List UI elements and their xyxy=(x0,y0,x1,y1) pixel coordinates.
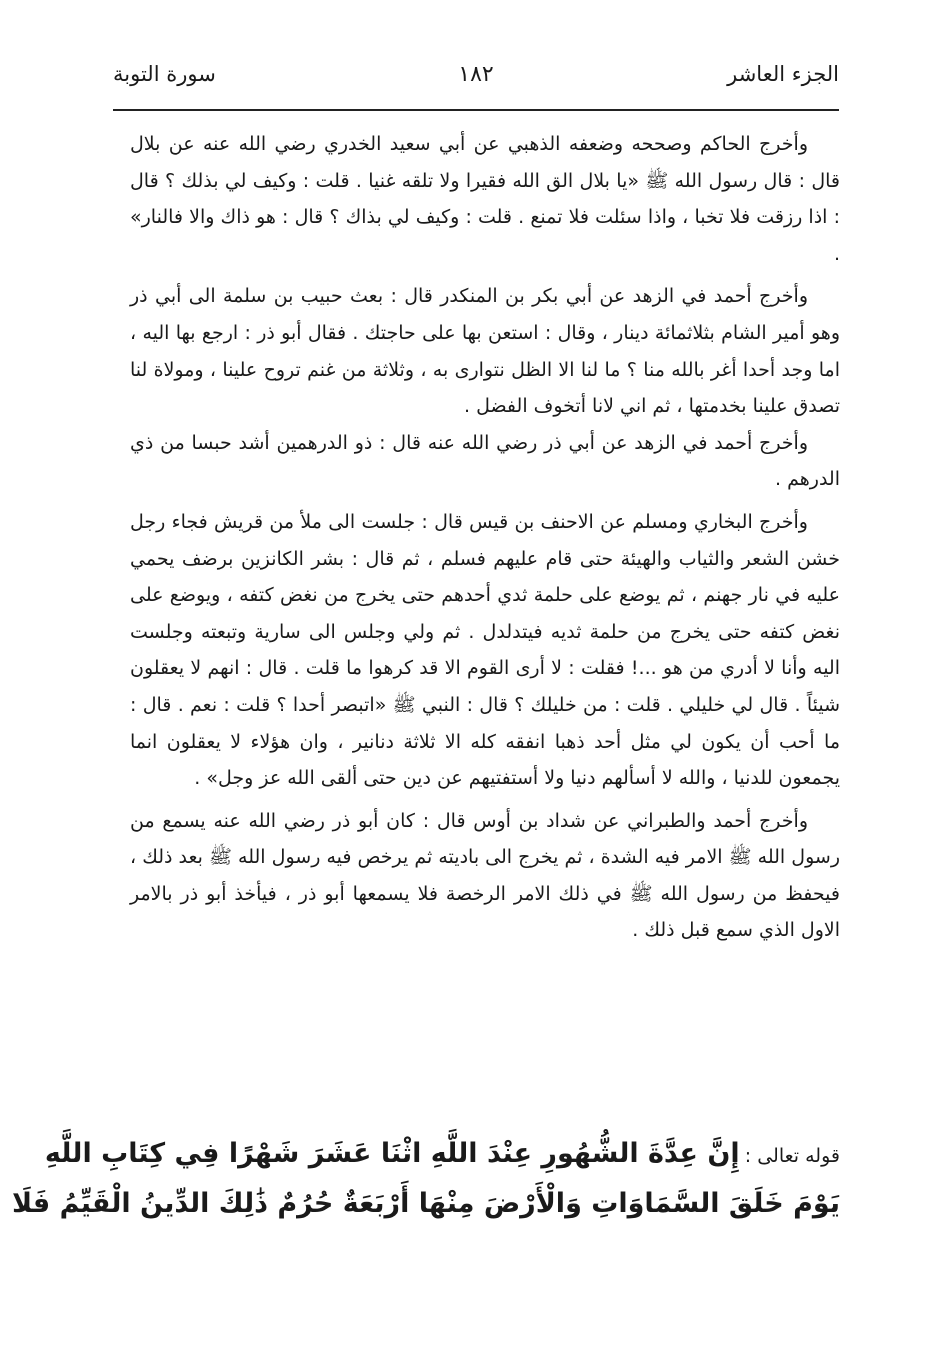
paragraph-ahmad-munkadir: وأخرج أحمد في الزهد عن أبي بكر بن المنكدر قال : بعث حبيب بن سلمة الى أبي ذر وهو أمير الشام بثلاثمائة دينار ، وقال : استعن بها على حاجتك . فقال أبو ذر : ارجع بها اليه ، اما وجد أحدا أغر بالله منا ؟ ما لنا الا الظل نتوارى به ، وثلاثة من غنم تروح علينا ، ومولاة لنا تصدق علينا بخدمتها ، ثم اني لانا أتخوف الفضل . xyxy=(130,285,840,418)
paragraph-ahmad-tabarani: وأخرج أحمد والطبراني عن شداد بن أوس قال : كان أبو ذر رضي الله عنه يسمع من رسول الله ﷺ الامر فيه الشدة ، ثم يخرج الى باديته ثم يرخص فيه رسول الله ﷺ بعد ذلك ، فيحفظ من رسول الله ﷺ في ذلك الامر الرخصة فلا يسمعها أبو ذر ، فيأخذ أبو ذر بالامر الاول الذي سمع قبل ذلك . xyxy=(130,809,840,942)
part-title: الجزء العاشر xyxy=(727,62,839,86)
header-rule xyxy=(113,109,839,111)
verse-text-1: إِنَّ عِدَّةَ الشُّهُورِ عِنْدَ اللَّهِ اثْنَا عَشَرَ شَهْرًا فِي كِتَابِ اللَّهِ xyxy=(44,1138,740,1169)
verse-text-2: يَوْمَ خَلَقَ السَّمَاوَاتِ وَالْأَرْضَ مِنْهَا أَرْبَعَةٌ حُرُمٌ ذَٰلِكَ الدِّينُ الْقَيِّمُ فَلَا xyxy=(11,1188,840,1219)
verse-intro: قوله تعالى : xyxy=(744,1145,840,1167)
page-number: ١٨٢ xyxy=(458,62,494,87)
paragraph-ahmad-abu-dhar: وأخرج أحمد في الزهد عن أبي ذر رضي الله عنه قال : ذو الدرهمين أشد حبسا من ذي الدرهم . xyxy=(130,431,840,491)
body-text xyxy=(130,126,840,949)
paragraph-hakim: وأخرج الحاكم وصححه وضعفه الذهبي عن أبي سعيد الخدري رضي الله عنه عن بلال قال : قال رسول الله ﷺ «يا بلال الق الله فقيرا ولا تلقه غنيا . قلت : وكيف لي بذلك ؟ قال : اذا رزقت فلا تخبا ، واذا سئلت فلا تمنع . قلت : وكيف لي بذاك ؟ قال : هو ذاك والا فالنار» . xyxy=(130,133,840,265)
quran-line-2 xyxy=(11,1188,840,1219)
quran-line-1 xyxy=(44,1138,840,1169)
running-header xyxy=(113,58,839,98)
surah-title: سورة التوبة xyxy=(113,62,216,86)
paragraph-bukhari-muslim: وأخرج البخاري ومسلم عن الاحنف بن قيس قال : جلست الى ملأ من قريش فجاء رجل خشن الشعر والثياب والهيئة حتى قام عليهم فسلم ، ثم قال : بشر الكانزين برضف يحمي عليه في نار جهنم ، ثم يوضع على حلمة ثدي أحدهم حتى يخرج من نغض كتفه ، ويوضع على نغض كتفه حتى يخرج من حلمة ثديه فيتدلدل . ثم ولي وجلس الى سارية وتبعته وجلست اليه وأنا لا أدري من هو ...! فقلت : لا أرى القوم الا قد كرهوا ما قلت . قال : انهم لا يعقلون شيئاً . قال لي خليلي . قلت : من خليلك ؟ قال : النبي ﷺ «اتبصر أحدا ؟ قلت : نعم . قال : ما أحب أن يكون لي مثل أحد ذهبا انفقه كله الا ثلاثة دنانير ، وان هؤلاء لا يعقلون انما يجمعون للدنيا ، والله لا أسألهم دنيا ولا أستفتيهم عن دين حتى ألقى الله عز وجل» . xyxy=(130,510,840,790)
quran-verse-block xyxy=(11,1128,840,1238)
